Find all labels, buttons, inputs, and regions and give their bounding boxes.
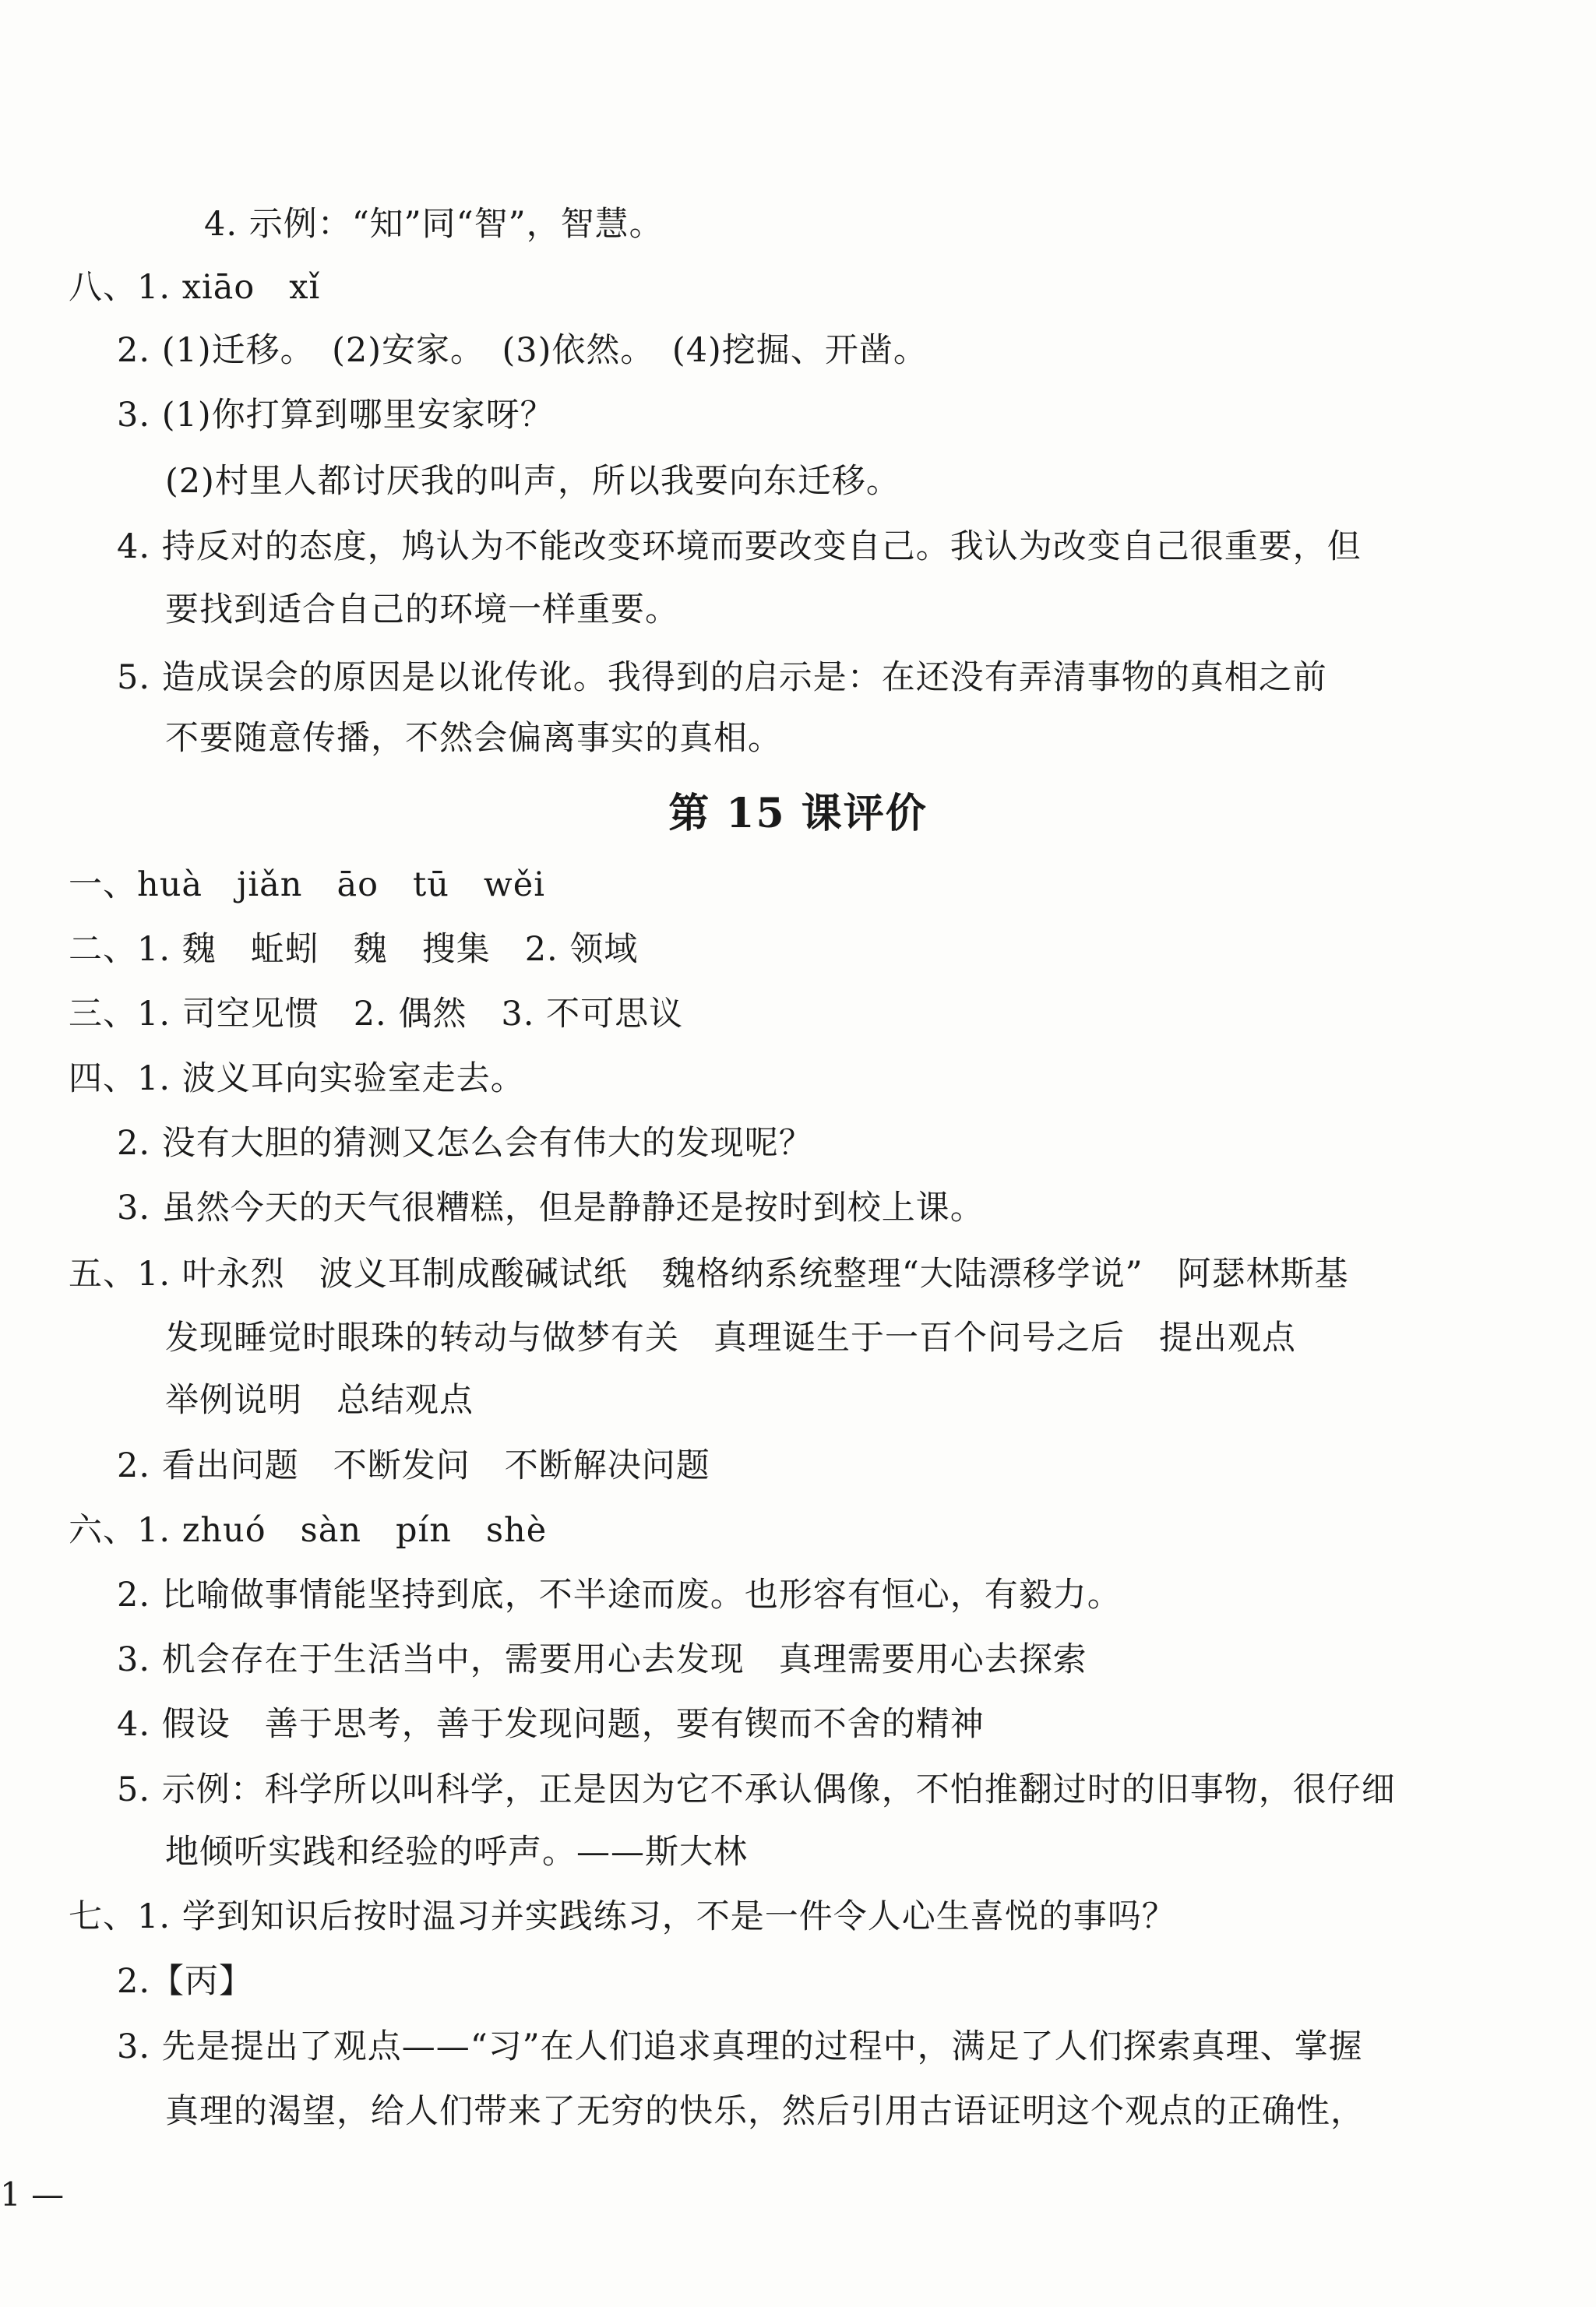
answer-line: 3. 先是提出了观点——“习”在人们追求真理的过程中，满足了人们探索真理、掌握 — [117, 2027, 1363, 2066]
answer-line: 2. 看出问题 不断发问 不断解决问题 — [117, 1446, 710, 1485]
answer-line: 真理的渴望，给人们带来了无穷的快乐，然后引用古语证明这个观点的正确性， — [165, 2092, 1365, 2131]
answer-line: 六、1. zhuó sàn pín shè — [69, 1511, 548, 1550]
answer-line: 4. 假设 善于思考，善于发现问题，要有锲而不舍的精神 — [117, 1705, 985, 1744]
answer-line: 不要随意传播，不然会偏离事实的真相。 — [165, 719, 782, 758]
answer-line: 5. 示例：科学所以叫科学，正是因为它不承认偶像，不怕推翻过时的旧事物，很仔细 — [117, 1770, 1396, 1809]
answer-line: 五、1. 叶永烈 波义耳制成酸碱试纸 魏格纳系统整理“大陆漂移学说” 阿瑟林斯基 — [69, 1255, 1349, 1294]
answer-line: 八、1. xiāo xǐ — [69, 268, 321, 307]
answer-line: 一、huà jiǎn āo tū wěi — [69, 865, 545, 904]
answer-line: 举例说明 总结观点 — [165, 1381, 474, 1420]
answer-line: 2. (1)迁移。 (2)安家。 (3)依然。 (4)挖掘、开凿。 — [117, 331, 928, 370]
answer-line: 三、1. 司空见惯 2. 偶然 3. 不可思议 — [69, 995, 684, 1034]
answer-line: 二、1. 魏 蚯蚓 魏 搜集 2. 领域 — [69, 930, 639, 969]
answer-line: 4. 示例：“知”同“智”，智慧。 — [204, 205, 664, 244]
answer-line: 5. 造成误会的原因是以讹传讹。我得到的启示是：在还没有弄清事物的真相之前 — [117, 658, 1327, 697]
answer-line: (2)村里人都讨厌我的叫声，所以我要向东迁移。 — [165, 462, 900, 501]
section-heading: 第 15 课评价 — [668, 790, 928, 837]
answer-line: 4. 持反对的态度，鸠认为不能改变环境而要改变自己。我认为改变自己很重要，但 — [117, 527, 1362, 566]
answer-line: 2. 比喻做事情能坚持到底，不半途而废。也形容有恒心，有毅力。 — [117, 1576, 1122, 1615]
answer-line: 要找到适合自己的环境一样重要。 — [165, 590, 679, 629]
page-number: 1 — — [0, 2175, 65, 2214]
answer-line: 2.【丙】 — [117, 1962, 254, 2001]
answer-line: 3. (1)你打算到哪里安家呀？ — [117, 396, 555, 435]
answer-line: 3. 虽然今天的天气很糟糕，但是静静还是按时到校上课。 — [117, 1189, 985, 1227]
answer-line: 发现睡觉时眼珠的转动与做梦有关 真理诞生于一百个问号之后 提出观点 — [165, 1319, 1296, 1358]
answer-line: 地倾听实践和经验的呼声。——斯大林 — [165, 1833, 748, 1872]
answer-line: 2. 没有大胆的猜测又怎么会有伟大的发现呢？ — [117, 1124, 813, 1163]
answer-line: 3. 机会存在于生活当中，需要用心去发现 真理需要用心去探索 — [117, 1640, 1087, 1679]
answer-line: 七、1. 学到知识后按时温习并实践练习，不是一件令人心生喜悦的事吗？ — [69, 1897, 1176, 1936]
answer-line: 四、1. 波义耳向实验室走去。 — [69, 1059, 525, 1098]
